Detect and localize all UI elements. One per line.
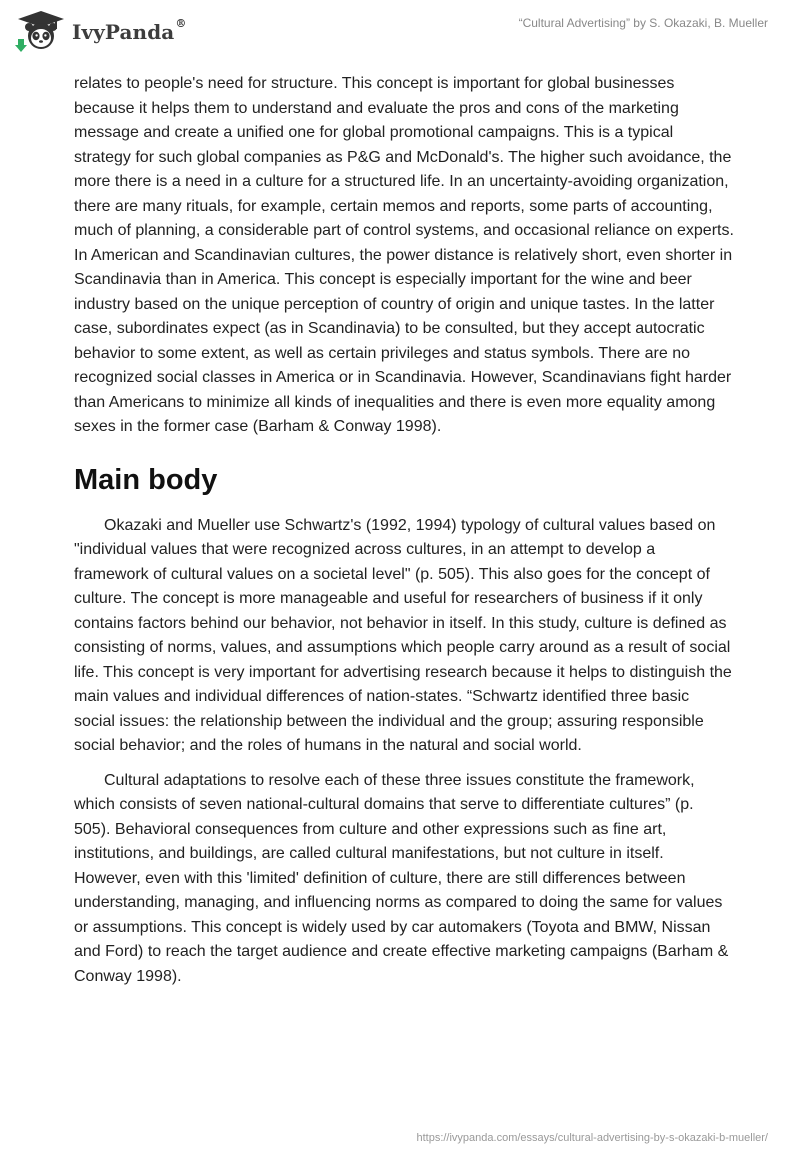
body-paragraph-1: Okazaki and Mueller use Schwartz's (1992, 1994) typology of cultural values based on "individual values that were recognized across cultures, in an attempt to develop a framework of cultural values on a societal level" (p. 505). This also goes for the concept of culture. The concept is more manageable and useful for researchers of business if it only contains factors behind our behavior, not behavior in itself. In this study, culture is defined as consisting of norms, values, and assumptions which people carry around as a result of social life. This concept is very important for advertising research because it helps to distinguish the main values and individual differences of nation-states. “Schwartz identified three basic social issues: the relationship between the individual and the group; assuring responsible social behavior; and the roles of humans in the natural and social world.	[74, 516, 732, 754]
intro-paragraph: relates to people's need for structure. This concept is important for global businesses because it helps them to understand and evaluate the pros and cons of the marketing message and create a unified one for global promotional campaigns. This is a typical strategy for such global companies as P&G and McDonald's. The higher such avoidance, the more there is a need in a culture for a structured life. In an uncertainty-avoiding organization, there are many rituals, for example, certain memos and reports, some parts of accounting, much of planning, a considerable part of control systems, and occasional reliance on experts. In American and Scandinavian cultures, the power distance is relatively short, even shorter in Scandinavia than in America. This concept is especially important for the wine and beer industry based on the unique perception of country of origin and unique tastes. In the latter case, subordinates expect (as in Scandinavia) to be consulted, but they accept autocratic behavior to some extent, as well as certain privileges and status symbols. There are no recognized social classes in America or in Scandinavia. However, Scandinavians fight harder than Americans to minimize all kinds of inequalities and there is even more equality among sexes in the former case (Barham & Conway 1998).	[74, 75, 734, 435]
ivypanda-logo[interactable]	[14, 9, 186, 53]
page-header	[0, 0, 800, 60]
section-heading: Main body	[74, 463, 218, 496]
essay-content	[74, 72, 734, 989]
source-url[interactable]: https://ivypanda.com/essays/cultural-advertising-by-s-okazaki-b-mueller/	[416, 1132, 768, 1144]
brand-name: IvyPanda®	[72, 17, 187, 44]
body-paragraph-2: Cultural adaptations to resolve each of these three issues constitute the framework, which consists of seven national-cultural domains that serve to differentiate cultures” (p. 505). Behavioral consequences from culture and other expressions such as fine art, institutions, and buildings, are called cultural manifestations, but not culture in itself. However, even with this 'limited' definition of culture, there are still differences between understanding, managing, and influencing norms as compared to doing the same for values or assumptions. This concept is widely used by car automakers (Toyota and BMW, Nissan and Ford) to reach the target audience and create effective marketing campaigns (Barham & Conway 1998).	[74, 771, 729, 985]
document-title: “Cultural Advertising” by S. Okazaki, B. Mueller	[518, 16, 768, 30]
paragraph-spacer	[74, 759, 734, 769]
panda-graduate-icon	[14, 9, 68, 53]
registered-mark: ®	[175, 17, 187, 31]
